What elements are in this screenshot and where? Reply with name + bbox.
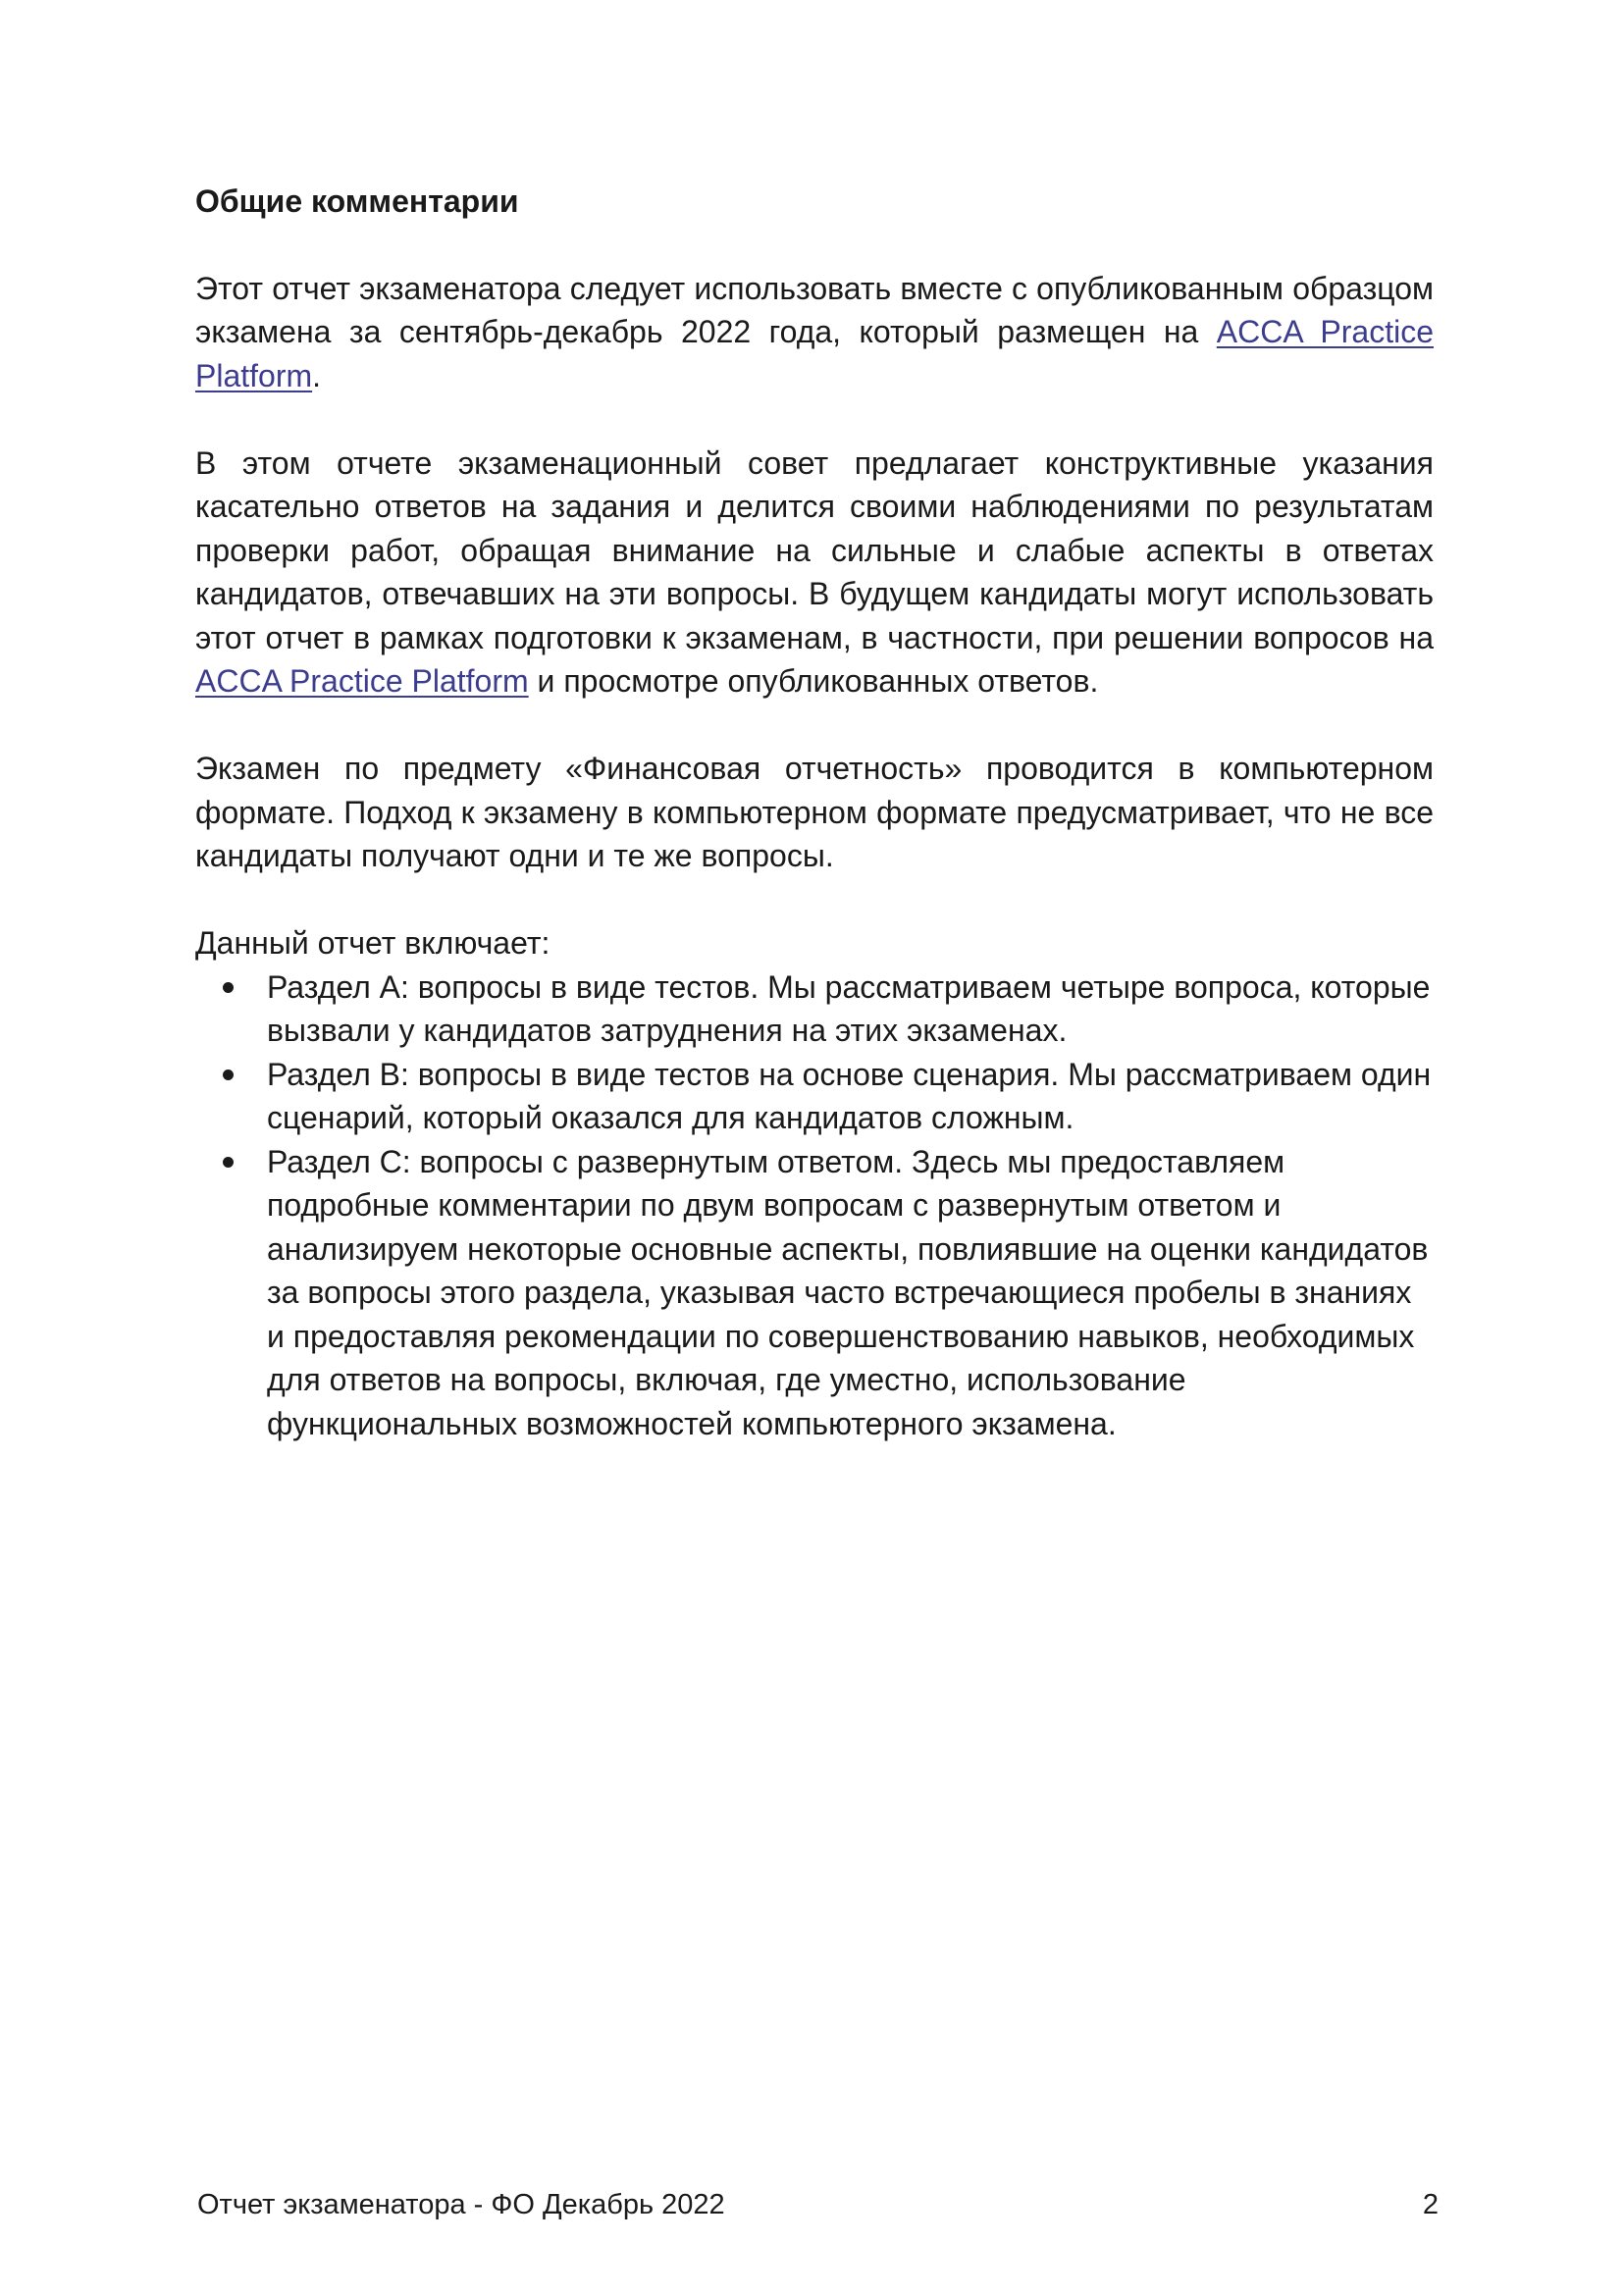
- paragraph-guidance-text: В этом отчете экзаменационный совет предлагает конструктивные указания касательно ответов на задания и делится своими наблюдениями по результатам проверки работ, обращая внимание на сильные и слабые аспекты в ответах кандидатов, отвечавших на эти вопросы. В будущем кандидаты могут использовать этот отчет в рамках подготовки к экзаменам, в частности, при решении вопросов на: [195, 444, 1434, 655]
- list-item-text: Раздел A: вопросы в виде тестов. Мы рассматриваем четыре вопроса, которые вызвали у кандидатов затруднения на этих экзаменах.: [267, 968, 1431, 1048]
- page-number: 2: [1422, 2189, 1439, 2220]
- paragraph-exam-format: Экзамен по предмету «Финансовая отчетность» проводится в компьютерном формате. Подход к экзамену в компьютерном формате предусматривает, что не все кандидаты получают одни и те же вопросы.: [195, 751, 1434, 873]
- paragraph-guidance-end: и просмотре опубликованных ответов.: [528, 663, 1099, 699]
- list-item-text: Раздел C: вопросы с развернутым ответом. Здесь мы предоставляем подробные комментарии по двум вопросам с развернутым ответом и анализируем некоторые основные аспекты, повлиявшие на оценки кандидатов за вопросы этого раздела, указывая часто встречающиеся пробелы в знаниях и предоставляя рекомендации по совершенствованию навыков, необходимых для ответов на вопросы, включая, где уместно, использование функциональных возможностей компьютерного экзамена.: [267, 1143, 1429, 1441]
- page-content: [195, 180, 1434, 1445]
- bullet-icon: [223, 982, 234, 993]
- bullet-icon: [223, 1157, 234, 1168]
- section-heading: Общие комментарии: [195, 183, 519, 219]
- paragraph-intro-end: .: [312, 357, 322, 393]
- list-item: [195, 965, 1434, 1053]
- paragraph-guidance: [195, 442, 1434, 704]
- list-item: [195, 1053, 1434, 1140]
- bullet-icon: [223, 1069, 234, 1080]
- list-intro: Данный отчет включает:: [195, 925, 550, 961]
- list-item: [195, 1140, 1434, 1446]
- paragraph-intro-text: Этот отчет экзаменатора следует использовать вместе с опубликованным образцом экзамена за сентябрь-декабрь 2022 года, который размещен на: [195, 270, 1434, 349]
- acca-practice-platform-link[interactable]: ACCA Practice Platform: [195, 314, 1435, 393]
- paragraph-intro: [195, 267, 1434, 398]
- acca-practice-platform-link-2[interactable]: ACCA Practice Platform: [195, 663, 529, 699]
- list-item-text: Раздел B: вопросы в виде тестов на основе сценария. Мы рассматриваем один сценарий, который оказался для кандидатов сложным.: [267, 1056, 1432, 1135]
- report-contents-list: [195, 965, 1434, 1446]
- footer-title: Отчет экзаменатора - ФО Декабрь 2022: [197, 2189, 725, 2220]
